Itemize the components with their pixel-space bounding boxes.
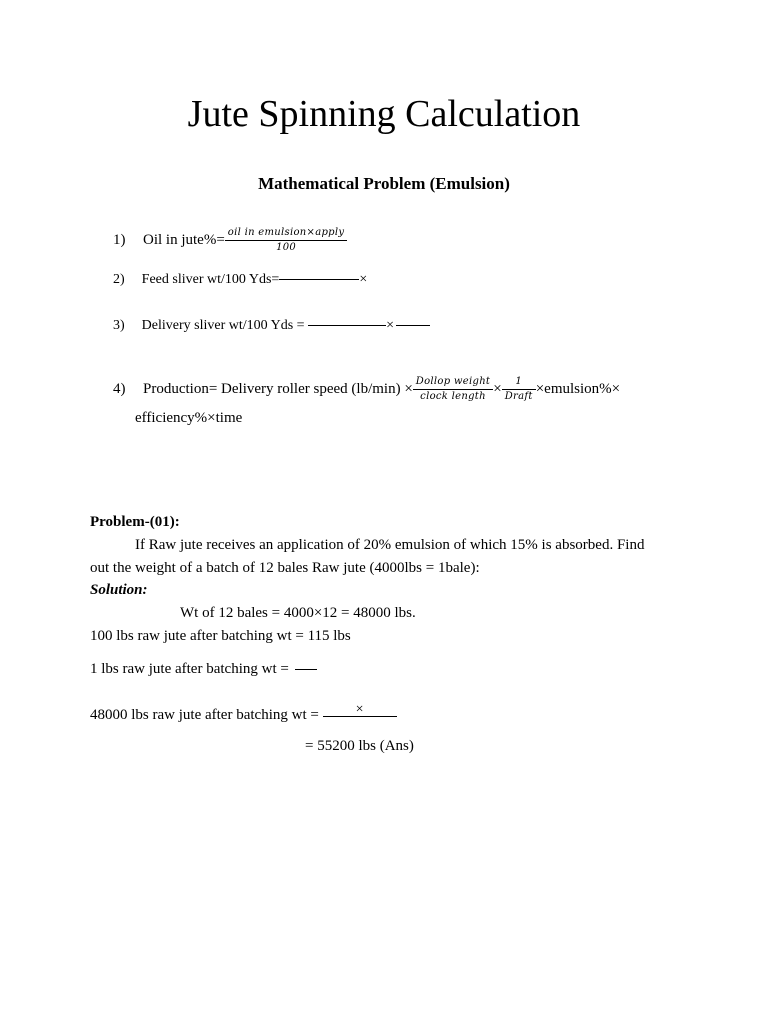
solution-step-4-fraction	[323, 704, 397, 717]
formula-3-number: 3)	[113, 318, 125, 333]
formula-3	[113, 318, 430, 334]
formula-1-number: 1)	[113, 231, 126, 248]
formula-3-blank-line-1	[308, 325, 386, 326]
formula-4-line-2: efficiency%×time	[135, 410, 243, 426]
formula-3-times: ×	[386, 318, 394, 333]
solution-step-4-times: ×	[323, 704, 397, 717]
formula-2-number: 2)	[113, 272, 125, 287]
formula-1-denominator: 100	[276, 242, 297, 253]
page-title: Jute Spinning Calculation	[187, 93, 581, 135]
formula-4-times: ×	[493, 380, 502, 397]
formula-4-fraction-1	[413, 375, 493, 404]
solution-answer: = 55200 lbs (Ans)	[305, 738, 414, 754]
solution-label: Solution:	[90, 582, 148, 598]
formula-2	[113, 272, 367, 288]
formula-2-label: Feed sliver wt/100 Yds=	[141, 272, 280, 287]
formula-4-fraction-1-denominator: clock length	[420, 391, 486, 402]
formula-4-tail: ×emulsion%×	[535, 380, 621, 397]
problem-text-line-2: out the weight of a batch of 12 bales Raw jute (4000lbs = 1bale):	[90, 560, 480, 576]
formula-4-fraction-2-denominator: Draft	[504, 391, 533, 402]
formula-4-label: Production= Delivery roller speed (lb/min) ×	[143, 380, 413, 397]
solution-step-3	[90, 661, 317, 678]
solution-step-4-text: 48000 lbs raw jute after batching wt =	[90, 707, 319, 723]
page-subtitle: Mathematical Problem (Emulsion)	[258, 174, 510, 193]
formula-1-numerator: oil in emulsion×apply	[225, 226, 348, 241]
formula-4	[113, 375, 620, 404]
formula-4-fraction-2	[502, 375, 536, 404]
solution-step-2: 100 lbs raw jute after batching wt = 115 lbs	[90, 628, 351, 644]
formula-2-times: ×	[359, 272, 368, 287]
formula-4-fraction-1-numerator: Dollop weight	[413, 375, 493, 390]
solution-step-4	[90, 704, 397, 724]
formula-1	[113, 226, 347, 255]
formula-4-fraction-2-numerator: 1	[502, 375, 536, 390]
problem-heading: Problem-(01):	[90, 514, 180, 530]
solution-step-3-text: 1 lbs raw jute after batching wt =	[90, 661, 289, 677]
formula-2-blank-line	[279, 279, 359, 280]
solution-step-1: Wt of 12 bales = 4000×12 = 48000 lbs.	[180, 605, 416, 621]
problem-text-line-1: If Raw jute receives an application of 20% emulsion of which 15% is absorbed. Find	[135, 537, 645, 553]
formula-1-label: Oil in jute%=	[143, 231, 225, 248]
solution-step-3-blank-line	[295, 669, 317, 670]
formula-3-blank-line-2	[396, 325, 430, 326]
formula-1-fraction	[225, 226, 348, 255]
formula-3-label: Delivery sliver wt/100 Yds =	[141, 318, 305, 333]
formula-4-number: 4)	[113, 380, 126, 397]
